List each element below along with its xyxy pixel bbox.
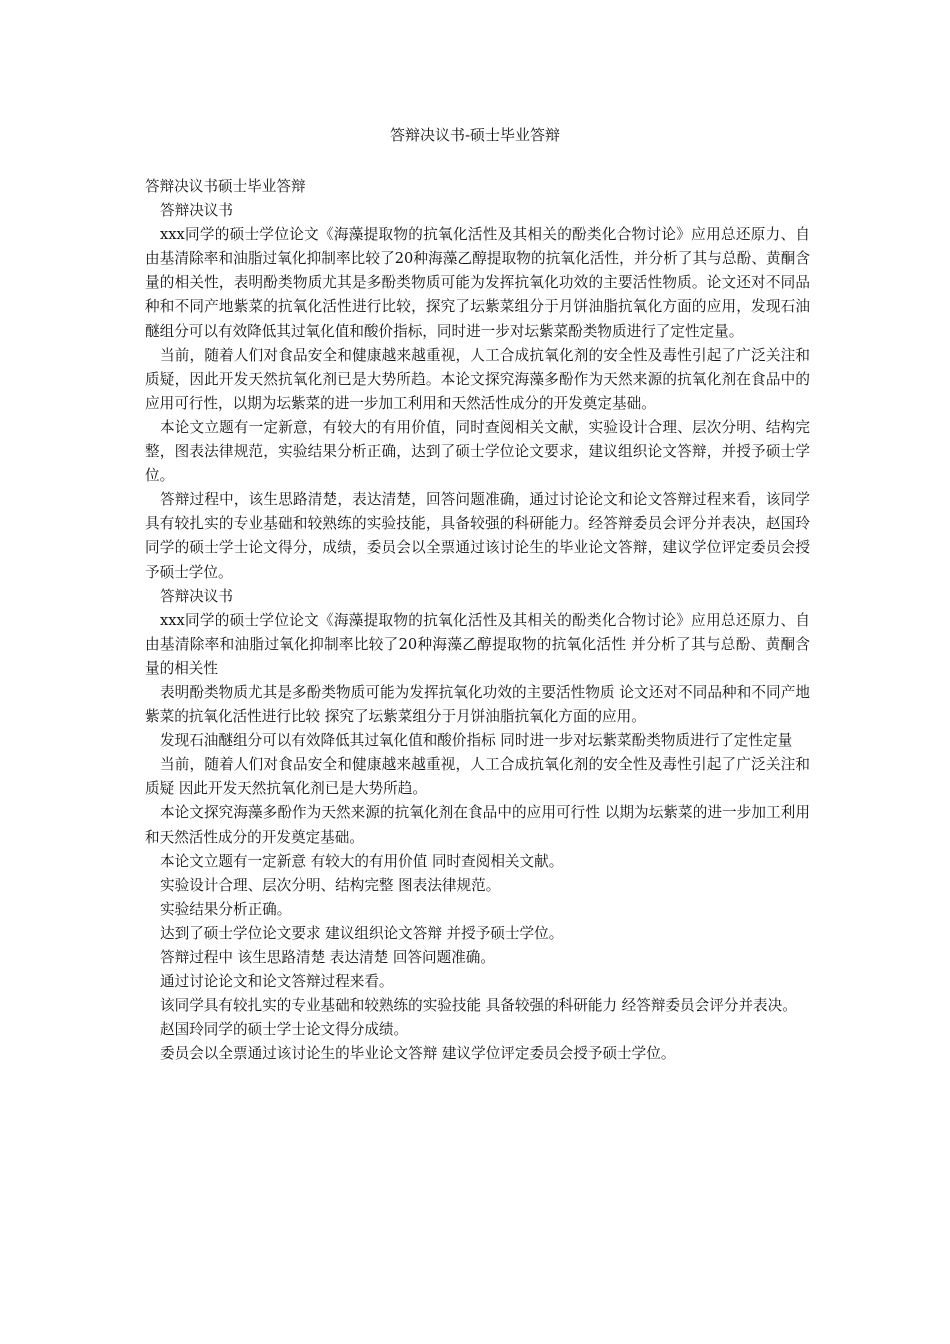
paragraph: 委员会以全票通过该讨论生的毕业论文答辩 建议学位评定委员会授予硕士学位。 [160, 1045, 676, 1063]
paragraph: 当前，随着人们对食品安全和健康越来越重视，人工合成抗氧化剂的安全性及毒性引起了广泛关注和质疑，因此开发天然抗氧化剂已是大势所趋。本论文探究海藻多酚作为天然来源的抗氧化剂在食品中的应用可行性，以期为坛紫菜的进一步加工利用和天然活性成分的开发奠定基础。 [145, 346, 810, 412]
paragraph-heading: 答辩决议书硕士毕业答辩 [145, 178, 306, 195]
paragraph: 本论文探究海藻多酚作为天然来源的抗氧化剂在食品中的应用可行性 以期为坛紫菜的进一步加工利用和天然活性成分的开发奠定基础。 [145, 804, 810, 846]
paragraph: 表明酚类物质尤其是多酚类物质可能为发挥抗氧化功效的主要活性物质 论文还对不同品种和不同产地紫菜的抗氧化活性进行比较 探究了坛紫菜组分于月饼油脂抗氧化方面的应用。 [145, 683, 810, 726]
paragraph: 实验设计合理、层次分明、结构完整 图表法律规范。 [160, 876, 501, 894]
paragraph: xxx同学的硕士学位论文《海藻提取物的抗氧化活性及其相关的酚类化合物讨论》应用总还原力、自由基清除率和油脂过氧化抑制率比较了20种海藻乙醇提取物的抗氧化活性，并分析了其与总酚、黄酮含量的相关性，表明酚类物质尤其是多酚类物质可能为发挥抗氧化功效的主要活性物质。论文还对不同品种和不同产地紫菜的抗氧化活性进行比较，探究了坛紫菜组分于月饼油脂抗氧化方面的应用，发现石油醚组分可以有效降低其过氧化值和酸价指标，同时进一步对坛紫菜酚类物质进行了定性定量。 [145, 226, 810, 340]
paragraph: 答辩过程中，该生思路清楚，表达清楚，回答问题准确，通过讨论论文和论文答辩过程来看，该同学具有较扎实的专业基础和较熟练的实验技能，具备较强的科研能力。经答辩委员会评分并表决，赵国玲同学的硕士学士论文得分，成绩，委员会以全票通过该讨论生的毕业论文答辩，建议学位评定委员会授予硕士学位。 [145, 491, 810, 581]
paragraph: 发现石油醚组分可以有效降低其过氧化值和酸价指标 同时进一步对坛紫菜酚类物质进行了定性定量 [160, 732, 793, 750]
paragraph: 本论文立题有一定新意，有较大的有用价值，同时查阅相关文献，实验设计合理、层次分明、结构完整，图表法律规范，实验结果分析正确，达到了硕士学位论文要求，建议组织论文答辩，并授予硕士学位。 [145, 418, 810, 485]
paragraph: 答辩过程中 该生思路清楚 表达清楚 回答问题准确。 [160, 949, 495, 966]
paragraph: 答辩决议书 [160, 202, 233, 220]
paragraph: 该同学具有较扎实的专业基础和较熟练的实验技能 具备较强的科研能力 经答辩委员会评分并表决。 [160, 997, 797, 1015]
paragraph: xxx同学的硕士学位论文《海藻提取物的抗氧化活性及其相关的酚类化合物讨论》应用总还原力、自由基清除率和油脂过氧化抑制率比较了20种海藻乙醇提取物的抗氧化活性 并分析了其与总酚、黄酮含量的相关性 [145, 611, 810, 677]
document-title: 答辩决议书-硕士毕业答辩 [389, 126, 561, 144]
paragraph: 当前，随着人们对食品安全和健康越来越重视，人工合成抗氧化剂的安全性及毒性引起了广泛关注和质疑 因此开发天然抗氧化剂已是大势所趋。 [145, 756, 810, 798]
document-body [145, 175, 810, 1066]
paragraph: 达到了硕士学位论文要求 建议组织论文答辩 并授予硕士学位。 [160, 924, 564, 942]
paragraph: 实验结果分析正确。 [160, 900, 292, 918]
paragraph: 赵国玲同学的硕士学士论文得分成绩。 [160, 1021, 409, 1039]
paragraph: 通过讨论论文和论文答辩过程来看。 [160, 973, 394, 991]
paragraph: 本论文立题有一定新意 有较大的有用价值 同时查阅相关文献。 [160, 852, 564, 870]
paragraph: 答辩决议书 [160, 587, 233, 605]
